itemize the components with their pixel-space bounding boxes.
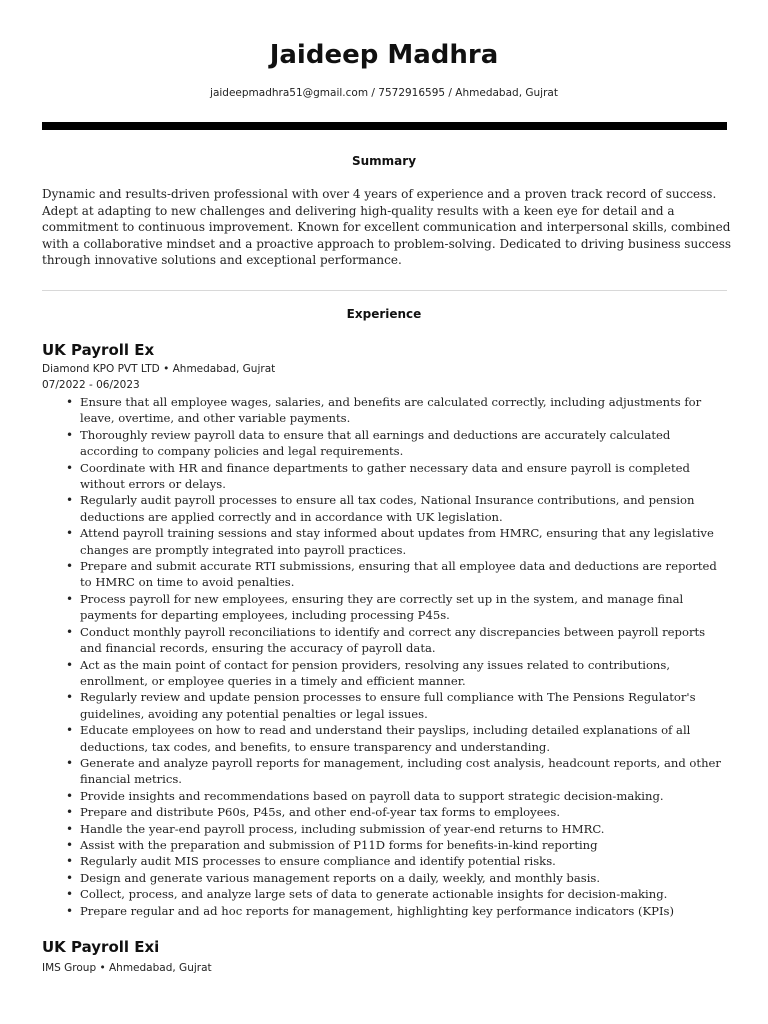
job-dates: 07/2022 - 06/2023 bbox=[42, 379, 140, 391]
list-item: • Regularly review and update pension processes to ensure full compliance with The Pensions Regulator's guidelines, avoiding any potential penalties or legal issues. bbox=[80, 689, 730, 722]
section-divider bbox=[42, 290, 727, 291]
list-item: • Attend payroll training sessions and stay informed about updates from HMRC, ensuring that any legislative changes are promptly integrated into payroll practices. bbox=[80, 525, 730, 558]
list-item: • Act as the main point of contact for pension providers, resolving any issues related to contributions, enrollment, or employee queries in a timely and efficient manner. bbox=[80, 657, 730, 690]
list-item: • Collect, process, and analyze large sets of data to generate actionable insights for decision-making. bbox=[80, 886, 730, 902]
list-item: • Conduct monthly payroll reconciliations to identify and correct any discrepancies between payroll reports and financial records, ensuring the accuracy of payroll data. bbox=[80, 624, 730, 657]
list-item: • Process payroll for new employees, ensuring they are correctly set up in the system, and manage final payments for departing employees, including processing P45s. bbox=[80, 591, 730, 624]
job-title: UK Payroll Ex bbox=[42, 341, 155, 359]
experience-heading: Experience bbox=[346, 307, 422, 321]
list-item: • Assist with the preparation and submission of P11D forms for benefits-in-kind reporting bbox=[80, 837, 730, 853]
list-item: • Provide insights and recommendations based on payroll data to support strategic decision-making. bbox=[80, 788, 730, 804]
header-divider bbox=[42, 122, 727, 130]
list-item: • Coordinate with HR and finance departments to gather necessary data and ensure payroll is completed without errors or delays. bbox=[80, 460, 730, 493]
job-title: UK Payroll Exi bbox=[42, 938, 160, 956]
summary-heading: Summary bbox=[351, 154, 417, 168]
candidate-name: Jaideep Madhra bbox=[269, 40, 499, 70]
job-company: IMS Group • Ahmedabad, Gujrat bbox=[42, 962, 212, 974]
list-item: • Thoroughly review payroll data to ensure that all earnings and deductions are accurately calculated according to company policies and legal requirements. bbox=[80, 427, 730, 460]
list-item: • Regularly audit MIS processes to ensure compliance and identify potential risks. bbox=[80, 853, 730, 869]
list-item: • Design and generate various management reports on a daily, weekly, and monthly basis. bbox=[80, 870, 730, 886]
list-item: • Regularly audit payroll processes to ensure all tax codes, National Insurance contributions, and pension deductions are applied correctly and in accordance with UK legislation. bbox=[80, 492, 730, 525]
list-item: • Generate and analyze payroll reports for management, including cost analysis, headcount reports, and other financial metrics. bbox=[80, 755, 730, 788]
contact-line: jaideepmadhra51@gmail.com / 7572916595 / Ahmedabad, Gujrat bbox=[210, 87, 558, 99]
job-bullet-list bbox=[80, 394, 730, 919]
list-item: • Handle the year-end payroll process, including submission of year-end returns to HMRC. bbox=[80, 821, 730, 837]
list-item: • Ensure that all employee wages, salaries, and benefits are calculated correctly, including adjustments for leave, overtime, and other variable payments. bbox=[80, 394, 730, 427]
list-item: • Educate employees on how to read and understand their payslips, including detailed explanations of all deductions, tax codes, and benefits, to ensure transparency and understanding. bbox=[80, 722, 730, 755]
list-item: • Prepare regular and ad hoc reports for management, highlighting key performance indicators (KPIs) bbox=[80, 903, 730, 919]
list-item: • Prepare and distribute P60s, P45s, and other end-of-year tax forms to employees. bbox=[80, 804, 730, 820]
list-item: • Prepare and submit accurate RTI submissions, ensuring that all employee data and deductions are reported to HMRC on time to avoid penalties. bbox=[80, 558, 730, 591]
summary-text: Dynamic and results-driven professional with over 4 years of experience and a proven track record of success. Adept at adapting to new challenges and delivering high-quality results with a keen eye for detail and a commitment to continuous improvement. Known for excellent communication and interpersonal skills, combined with a collaborative mindset and a proactive approach to problem-solving. Dedicated to driving business success through innovative solutions and exceptional performance. bbox=[42, 187, 732, 267]
job-company: Diamond KPO PVT LTD • Ahmedabad, Gujrat bbox=[42, 363, 276, 375]
